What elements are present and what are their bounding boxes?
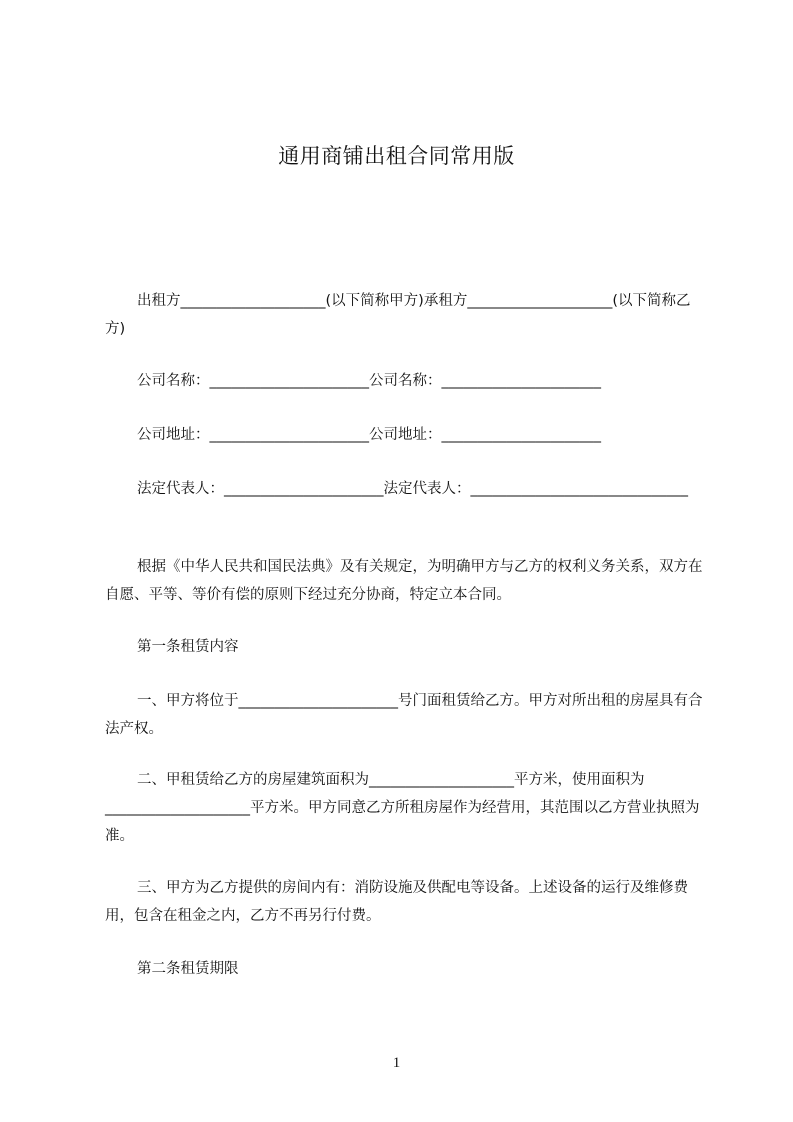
company-address-line: 公司地址：______________________公司地址：______________________ — [137, 427, 601, 443]
article-1-item-1: 一、甲方将位于______________________号门面租赁给乙方。甲方对所出租的房屋具有合法产权。 — [105, 693, 703, 737]
article-1-item-3: 三、甲方为乙方提供的房间内有：消防设施及供配电等设备。上述设备的运行及维修费用，包含在租金之内，乙方不再另行付费。 — [105, 880, 688, 924]
article-1-heading: 第一条租赁内容 — [137, 639, 239, 655]
parties-paragraph: 出租方____________________(以下简称甲方)承租方____________________(以下简称乙方) — [105, 293, 691, 337]
document-title: 通用商铺出租合同常用版 — [278, 144, 515, 168]
legal-representative-line: 法定代表人：______________________法定代表人：______________________________ — [137, 481, 688, 497]
page-number: 1 — [392, 1055, 401, 1071]
preamble-paragraph: 根据《中华人民共和国民法典》及有关规定，为明确甲方与乙方的权利义务关系，双方在自愿、平等、等价有偿的原则下经过充分协商，特定立本合同。 — [105, 559, 703, 603]
article-2-heading: 第二条租赁期限 — [137, 961, 239, 977]
article-1-item-2: 二、甲租赁给乙方的房屋建筑面积为____________________平方米，使用面积为____________________平方米。甲方同意乙方所租房屋作为经营用，其范围以乙方营业执照为准。 — [105, 772, 700, 844]
company-name-line: 公司名称：______________________公司名称：______________________ — [137, 373, 601, 389]
